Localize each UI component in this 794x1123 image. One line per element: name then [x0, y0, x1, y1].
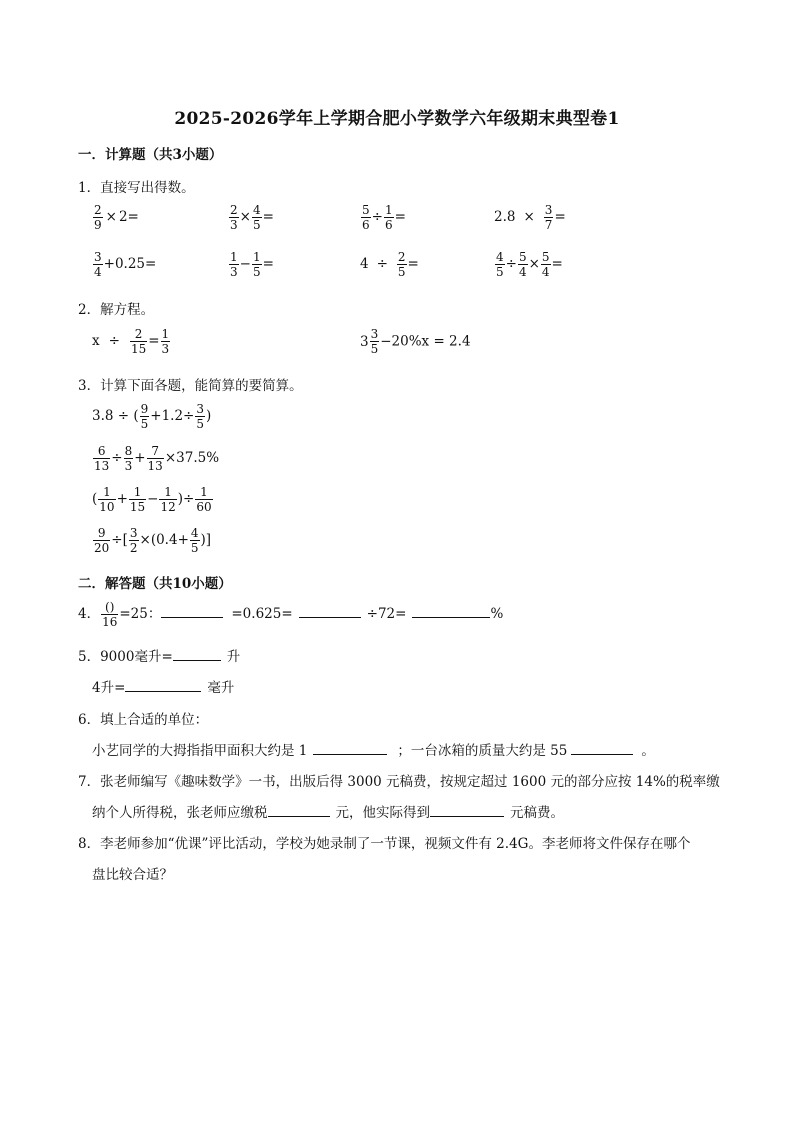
q1-item-4: 2.8 × $\frac{3}{7}$ =	[494, 203, 566, 232]
question-8-line-1: 8．李老师参加“优课”评比活动，学校为她录制了一节课，视频文件有 2.4G。李老师将文件保存在哪个	[78, 836, 691, 852]
q1-item-5: $\frac{3}{4}$ +0.25=	[94, 250, 157, 279]
q5-blank-1[interactable]	[173, 646, 221, 661]
question-5-line-2: 4升= 毫升	[92, 676, 234, 696]
question-7-line-1: 7．张老师编写《趣味数学》一书，出版后得 3000 元稿费，按规定超过 1600 元的部分应按 14%的税率缴	[78, 774, 720, 790]
question-6-body: 小艺同学的大拇指指甲面积大约是 1 ；一台冰箱的质量大约是 55 。	[92, 739, 655, 759]
question-3-label: 3．计算下面各题，能简算的要简算。	[78, 378, 303, 394]
q5-blank-2[interactable]	[125, 677, 201, 692]
q3-expression-4: $\frac{9}{20}$ ÷[ $\frac{3}{2}$ ×(0.4+ $\frac{4}{5}$ )]	[94, 526, 212, 555]
page-title: 2025-2026学年上学期合肥小学数学六年级期末典型卷1	[174, 109, 620, 129]
question-2-label: 2．解方程。	[78, 302, 155, 318]
question-4: 4． $\frac{()}{16}$ =25： =0.625= ÷72= %	[78, 600, 504, 629]
question-7-line-2: 纳个人所得税，张老师应缴税 元，他实际得到 元稿费。	[92, 801, 564, 821]
q1-item-2: $\frac{2}{3}$ × $\frac{4}{5}$ =	[230, 203, 274, 232]
q6-blank-1[interactable]	[313, 740, 387, 755]
q1-item-8: $\frac{4}{5}$ ÷ $\frac{5}{4}$ × $\frac{5}{4}$ =	[496, 250, 563, 279]
q7-blank-1[interactable]	[268, 802, 330, 817]
q4-blank-1[interactable]	[161, 603, 223, 618]
question-1-label: 1．直接写出得数。	[78, 180, 195, 196]
q1-item-1: $\frac{2}{9}$ × 2=	[94, 203, 139, 232]
q4-blank-2[interactable]	[299, 603, 361, 618]
q2-equation-1: x ÷ $\frac{2}{15}$ = $\frac{1}{3}$	[92, 327, 170, 356]
q7-blank-2[interactable]	[430, 802, 504, 817]
q6-blank-2[interactable]	[571, 740, 633, 755]
q3-expression-3: ( $\frac{1}{10}$ + $\frac{1}{15}$ − $\frac{1}{12}$ )÷ $\frac{1}{60}$	[92, 485, 212, 514]
q1-item-3: $\frac{5}{6}$ ÷ $\frac{1}{6}$ =	[362, 203, 406, 232]
q3-expression-2: $\frac{6}{13}$ ÷ $\frac{8}{3}$ + $\frac{7}{13}$ ×37.5%	[94, 444, 220, 473]
section-heading-calculation: 一．计算题（共3小题）	[78, 147, 223, 163]
q4-blank-3[interactable]	[412, 603, 490, 618]
question-6-label: 6．填上合适的单位：	[78, 712, 209, 728]
q1-item-7: 4 ÷ $\frac{2}{5}$ =	[360, 250, 419, 279]
q3-expression-1: 3.8 ÷ ( $\frac{9}{5}$ +1.2÷ $\frac{3}{5}$ )	[92, 402, 212, 431]
question-5-line-1: 5．9000毫升= 升	[78, 645, 240, 665]
q2-equation-2: 3 $\frac{3}{5}$ −20%x = 2.4	[360, 327, 471, 356]
question-8-line-2: 盘比较合适？	[92, 867, 173, 883]
q1-item-6: $\frac{1}{3}$ − $\frac{1}{5}$ =	[230, 250, 274, 279]
section-heading-answers: 二．解答题（共10小题）	[78, 576, 232, 592]
